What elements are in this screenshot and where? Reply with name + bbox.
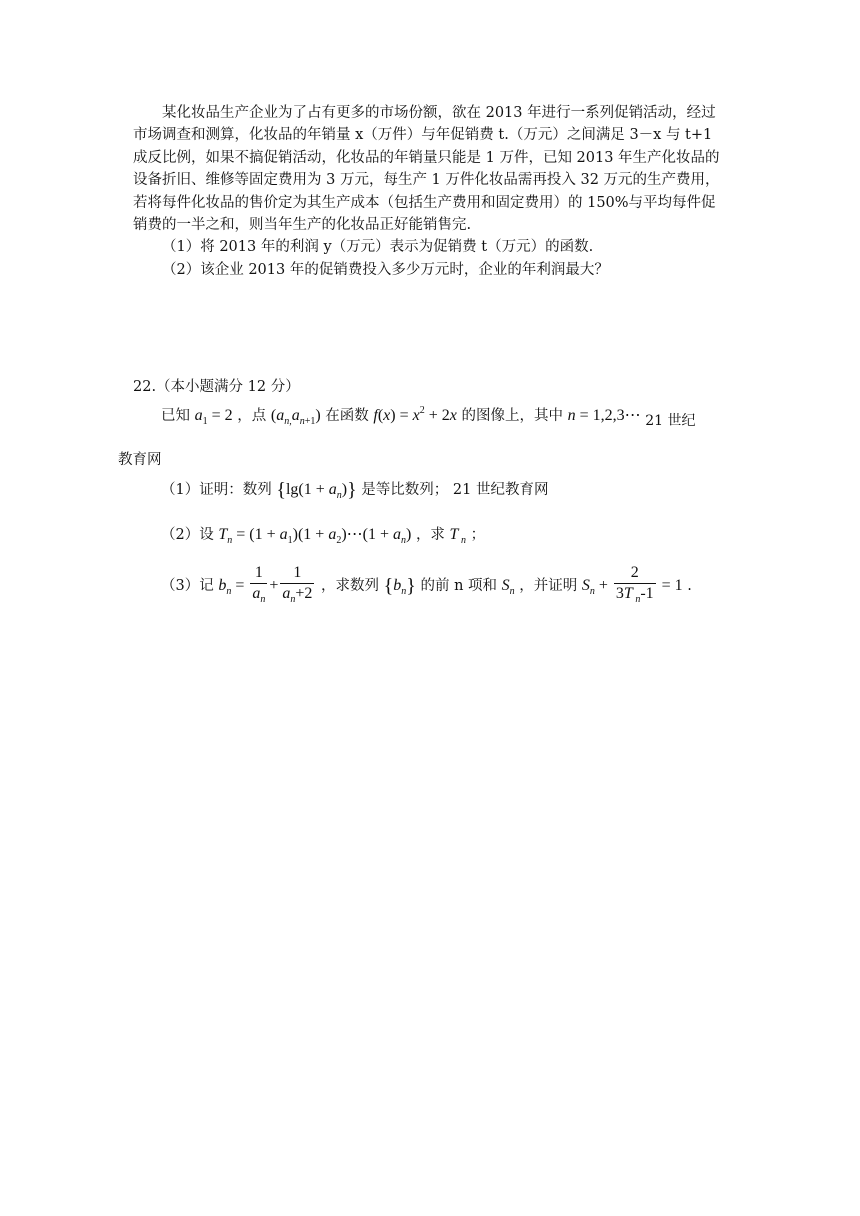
problem-21-line-5: 若将每件化妆品的售价定为其生产成本（包括生产费用和固定费用）的 150%与平均每件促: [133, 194, 716, 211]
problem-22-part-1: [161, 478, 548, 502]
part2-text-c: ；: [470, 527, 486, 543]
intro-text-a: 已知: [161, 408, 190, 424]
formula-point: $(a_{n,}a_{n+1})$: [270, 407, 321, 427]
part3-text-a: （3）记: [161, 578, 214, 595]
problem-22-part-2: [161, 523, 485, 546]
part1-text-a: （1）证明：数列: [161, 482, 272, 498]
problem-22-part-3: [161, 564, 692, 609]
problem-21-line-1: 某化妆品生产企业为了占有更多的市场份额，欲在 2013 年进行一系列促销活动，经过: [162, 105, 716, 121]
problem-21-part-1: （1）将 2013 年的利润 y（万元）表示为促销费 t（万元）的函数.: [162, 239, 594, 256]
formula-bn: $b_n$ = $\frac{1}{a_n}$ + $\frac{1}{a_n+2}$: [218, 564, 313, 605]
part1-watermark: 21 世纪教育网: [452, 482, 549, 498]
part3-text-c: 的前 n 项和: [420, 578, 498, 595]
part2-text-a: （2）设: [161, 527, 214, 543]
part3-text-d: ，并证明: [519, 578, 578, 595]
formula-function: $f(x) = x^2 + 2x$: [373, 405, 457, 424]
intro-text-c: 在函数: [325, 408, 369, 424]
part2-text-b: ，求: [415, 527, 445, 543]
problem-21-part-2: （2）该企业 2013 年的促销费投入多少万元时，企业的年利润最大？: [162, 261, 609, 278]
problem-22-intro-cont: 教育网: [118, 452, 162, 468]
formula-lg-sequence: $\{\lg(1 + a_n)\}$: [276, 479, 357, 501]
formula-a1: $a_1 = 2$: [194, 407, 233, 427]
problem-21-line-4: 设备折旧、维修等固定费用为 3 万元，每生产 1 万件化妆品需再投入 32 万元的生产费用，: [133, 172, 720, 189]
problem-21: [133, 102, 743, 281]
formula-tn-target: T $_n$: [449, 526, 466, 546]
intro-text-d: 的图像上，其中: [461, 408, 563, 424]
problem-21-line-3: 成反比例，如果不搞促销活动，化妆品的年销量只能是 1 万件，已知 2013 年生产化妆品的: [133, 149, 720, 166]
problem-21-line-2: 市场调查和测算，化妆品的年销量 x（万件）与年促销费 t.（万元）之间满足 3－x 与 t+1: [133, 127, 713, 144]
formula-proof: $S_n$ + $\frac{2}{3T _n-1}$ = 1: [581, 564, 683, 605]
part3-text-e: .: [687, 578, 692, 595]
problem-22-intro: [161, 404, 696, 430]
watermark-21-century: 21 世纪: [645, 413, 696, 429]
formula-bn-set: $\{b_n\}$: [383, 575, 416, 598]
part3-text-b: ，求数列: [321, 578, 380, 595]
formula-n-range: n = 1,2,3⋯: [567, 407, 641, 424]
problem-22-header: 22.（本小题满分 12 分）: [133, 379, 300, 395]
problem-21-line-6: 销费的一半之和，则当年生产的化妆品正好能销售完.: [133, 216, 472, 233]
formula-sn: $S_n$: [501, 577, 515, 598]
formula-tn: $T_n = (1 + a_1)(1$ + $a_2)\cdots(1 + a_n)$: [218, 526, 412, 546]
part1-text-b: 是等比数列；: [361, 482, 449, 498]
intro-text-b: ，点: [237, 408, 267, 424]
